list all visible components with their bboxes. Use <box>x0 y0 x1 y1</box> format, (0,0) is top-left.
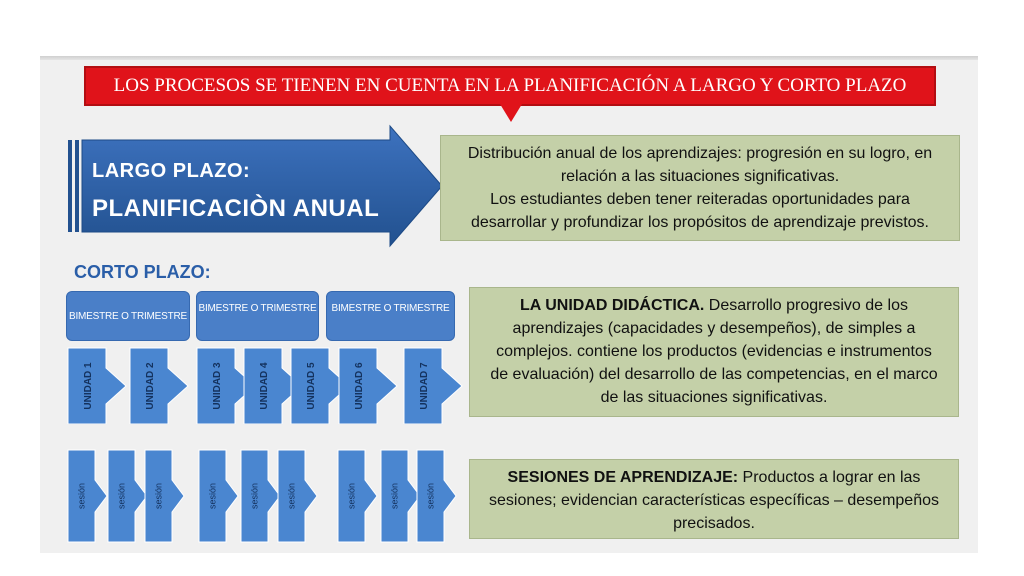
sesion-label: sesión <box>153 482 164 510</box>
unidad-didactica-box <box>469 287 959 417</box>
unidad-label: UNIDAD 3 <box>212 362 223 410</box>
sesiones-line <box>480 466 948 489</box>
sesion-arrow <box>417 450 456 542</box>
unidad-line: complejos. contiene los productos (evidencias e instrumentos <box>496 343 932 360</box>
unidad-arrow <box>68 348 126 424</box>
sesion-label: sesión <box>389 482 400 510</box>
sesion-arrow <box>145 450 184 542</box>
sesion-label: sesión <box>249 482 260 510</box>
corto-plazo-label: CORTO PLAZO: <box>74 262 211 282</box>
unidad-arrow <box>404 348 462 424</box>
unidad-arrow <box>339 348 397 424</box>
bimestre-box-2: BIMESTRE O TRIMESTRE <box>196 291 319 341</box>
bimestre-box-1: BIMESTRE O TRIMESTRE <box>66 291 190 341</box>
unidad-heading: LA UNIDAD DIDÁCTICA. <box>520 297 705 314</box>
sesion-label: sesión <box>116 482 127 510</box>
largo-plazo-label: LARGO PLAZO: <box>92 160 251 182</box>
unidad-line: aprendizajes (capacidades y desempeños), de simples a <box>512 320 916 337</box>
title-banner: LOS PROCESOS SE TIENEN EN CUENTA EN LA PLANIFICACIÓN A LARGO Y CORTO PLAZO <box>84 66 936 106</box>
sesiones-line: precisados. <box>673 515 755 532</box>
sesiones-aprendizaje-box <box>469 459 959 539</box>
sesion-label: sesión <box>76 482 87 510</box>
sesion-label: sesión <box>286 482 297 510</box>
description-line: relación a las situaciones significativas. <box>560 168 840 185</box>
description-line: Distribución anual de los aprendizajes: progresión en su logro, en <box>467 145 933 162</box>
description-line: Los estudiantes deben tener reiteradas oportunidades para <box>490 191 910 208</box>
description-line: desarrollar y profundizar los propósitos de aprendizaje previstos. <box>470 214 929 231</box>
sesiones-line1-rest: Productos a lograr en las <box>738 469 921 486</box>
unidad-arrow <box>130 348 188 424</box>
unidad-line1-rest: Desarrollo progresivo de los <box>704 297 908 314</box>
sesion-label: sesión <box>425 482 436 510</box>
unidad-label: UNIDAD 6 <box>354 362 365 410</box>
sesiones-row <box>0 446 470 546</box>
unidad-label: UNIDAD 7 <box>419 362 430 410</box>
sesion-arrow <box>68 450 107 542</box>
title-pointer-arrow <box>500 104 522 122</box>
bimestre-box-3: BIMESTRE O TRIMESTRE <box>326 291 455 341</box>
sesion-label: sesión <box>346 482 357 510</box>
unidades-row <box>0 344 470 424</box>
unidad-label: UNIDAD 2 <box>145 362 156 410</box>
sesiones-line: sesiones; evidencian características específicas – desempeños <box>488 492 939 509</box>
sesion-arrow <box>278 450 317 542</box>
unidad-line: de evaluación) del desarrollo de las competencias, en el marco <box>490 366 938 383</box>
planificacion-anual-label: PLANIFICACIÒN ANUAL <box>92 195 380 222</box>
sesion-arrow <box>381 450 420 542</box>
unidad-line <box>480 294 948 317</box>
unidad-label: UNIDAD 4 <box>259 362 270 410</box>
sesion-arrow <box>241 450 280 542</box>
sesion-arrow <box>108 450 147 542</box>
sesion-arrow <box>338 450 377 542</box>
sesion-label: sesión <box>207 482 218 510</box>
sesion-arrow <box>199 450 238 542</box>
largo-plazo-arrow <box>66 124 446 248</box>
unidad-line: de las situaciones significativas. <box>600 389 828 406</box>
sesiones-heading: SESIONES DE APRENDIZAJE: <box>507 469 739 486</box>
unidad-label: UNIDAD 1 <box>83 362 94 410</box>
largo-plazo-description-box <box>440 135 960 241</box>
unidad-label: UNIDAD 5 <box>306 362 317 410</box>
